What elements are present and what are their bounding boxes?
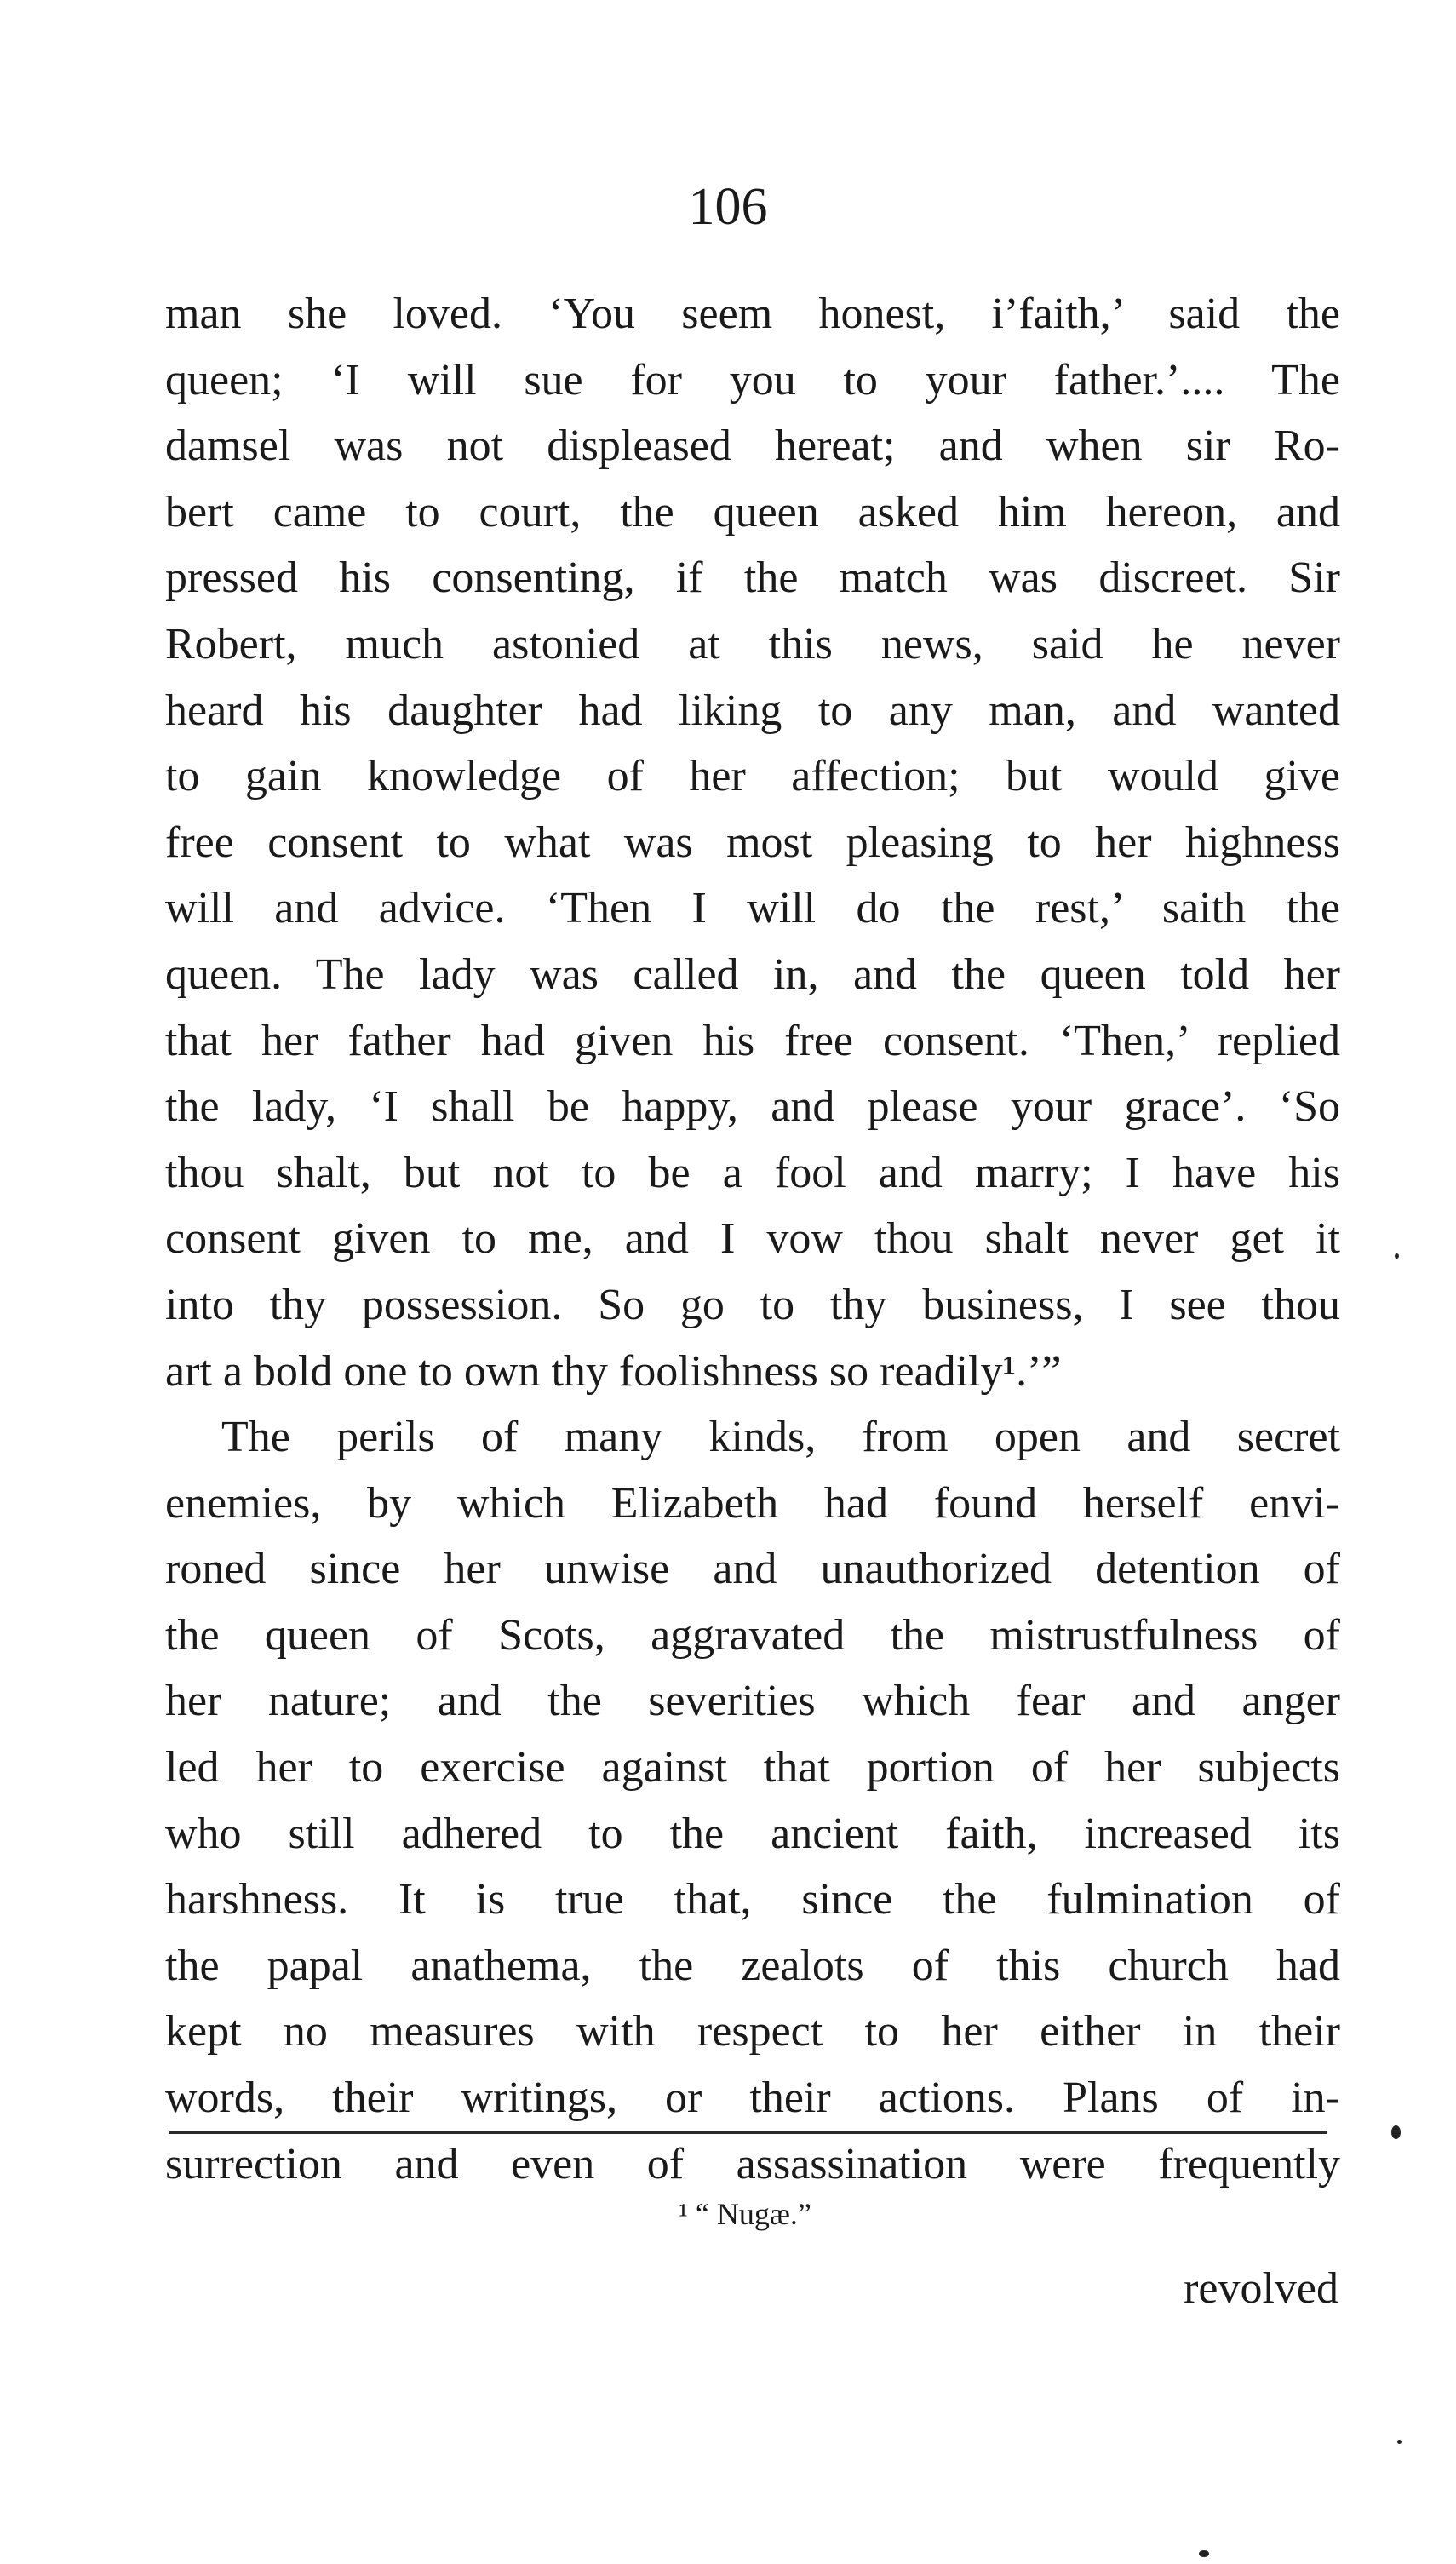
text-line: damsel was not displeased hereat; and when sir Ro- [165,422,1340,471]
paragraph-start-line: The perils of many kinds, from open and secret [221,1413,1340,1462]
text-line: will and advice. ‘Then I will do the rest,’ saith the [165,884,1340,933]
text-line: into thy possession. So go to thy business, I see thou [165,1280,1340,1329]
text-line: who still adhered to the ancient faith, increased its [165,1809,1340,1858]
text-line: bert came to court, the queen asked him hereon, and [165,487,1340,536]
text-line: queen; ‘I will sue for you to your father.’.... The [165,355,1340,404]
text-line: enemies, by which Elizabeth had found herself envi- [165,1478,1340,1528]
text-line: heard his daughter had liking to any man, and wanted [165,685,1340,735]
text-line: the queen of Scots, aggravated the mistrustfulness of [165,1610,1340,1660]
text-line: the papal anathema, the zealots of this church had [165,1941,1340,1990]
text-line: that her father had given his free consent. ‘Then,’ replied [165,1016,1340,1065]
text-line: consent given to me, and I vow thou shalt never get it [165,1214,1340,1264]
text-line: her nature; and the severities which fear and anger [165,1677,1340,1726]
text-line: words, their writings, or their actions. Plans of in- [165,2074,1340,2123]
footnote: ¹ “ Nugæ.” [679,2197,811,2231]
ink-speck [1397,2440,1402,2444]
text-line: the lady, ‘I shall be happy, and please your grace’. ‘So [165,1082,1340,1132]
text-line: surrection and even of assassination were frequently [165,2139,1340,2188]
text-line: pressed his consenting, if the match was discreet. Sir [165,554,1340,603]
page-number: 106 [688,178,768,236]
text-line: art a bold one to own thy foolishness so readily¹.’” [165,1346,1062,1396]
footnote-rule [169,2131,1327,2134]
text-line: queen. The lady was called in, and the queen told her [165,949,1340,999]
text-line: to gain knowledge of her affection; but would give [165,752,1340,801]
ink-speck [1199,2550,1209,2557]
text-line: harshness. It is true that, since the fulmination of [165,1875,1340,1924]
text-line: kept no measures with respect to her either in their [165,2007,1340,2056]
catchword: revolved [1184,2264,1338,2313]
text-line: roned since her unwise and unauthorized detention of [165,1545,1340,1594]
text-line: free consent to what was most pleasing to her highness [165,817,1340,867]
text-line: led her to exercise against that portion of her subjects [165,1743,1340,1793]
body-text [165,281,1340,2197]
ink-speck [1395,1253,1399,1259]
ink-speck [1391,2125,1401,2139]
text-line: man she loved. ‘You seem honest, i’faith,’ said the [165,290,1340,338]
text-line: Robert, much astonied at this news, said he never [165,619,1340,668]
text-line: thou shalt, but not to be a fool and marry; I have his [165,1148,1340,1197]
